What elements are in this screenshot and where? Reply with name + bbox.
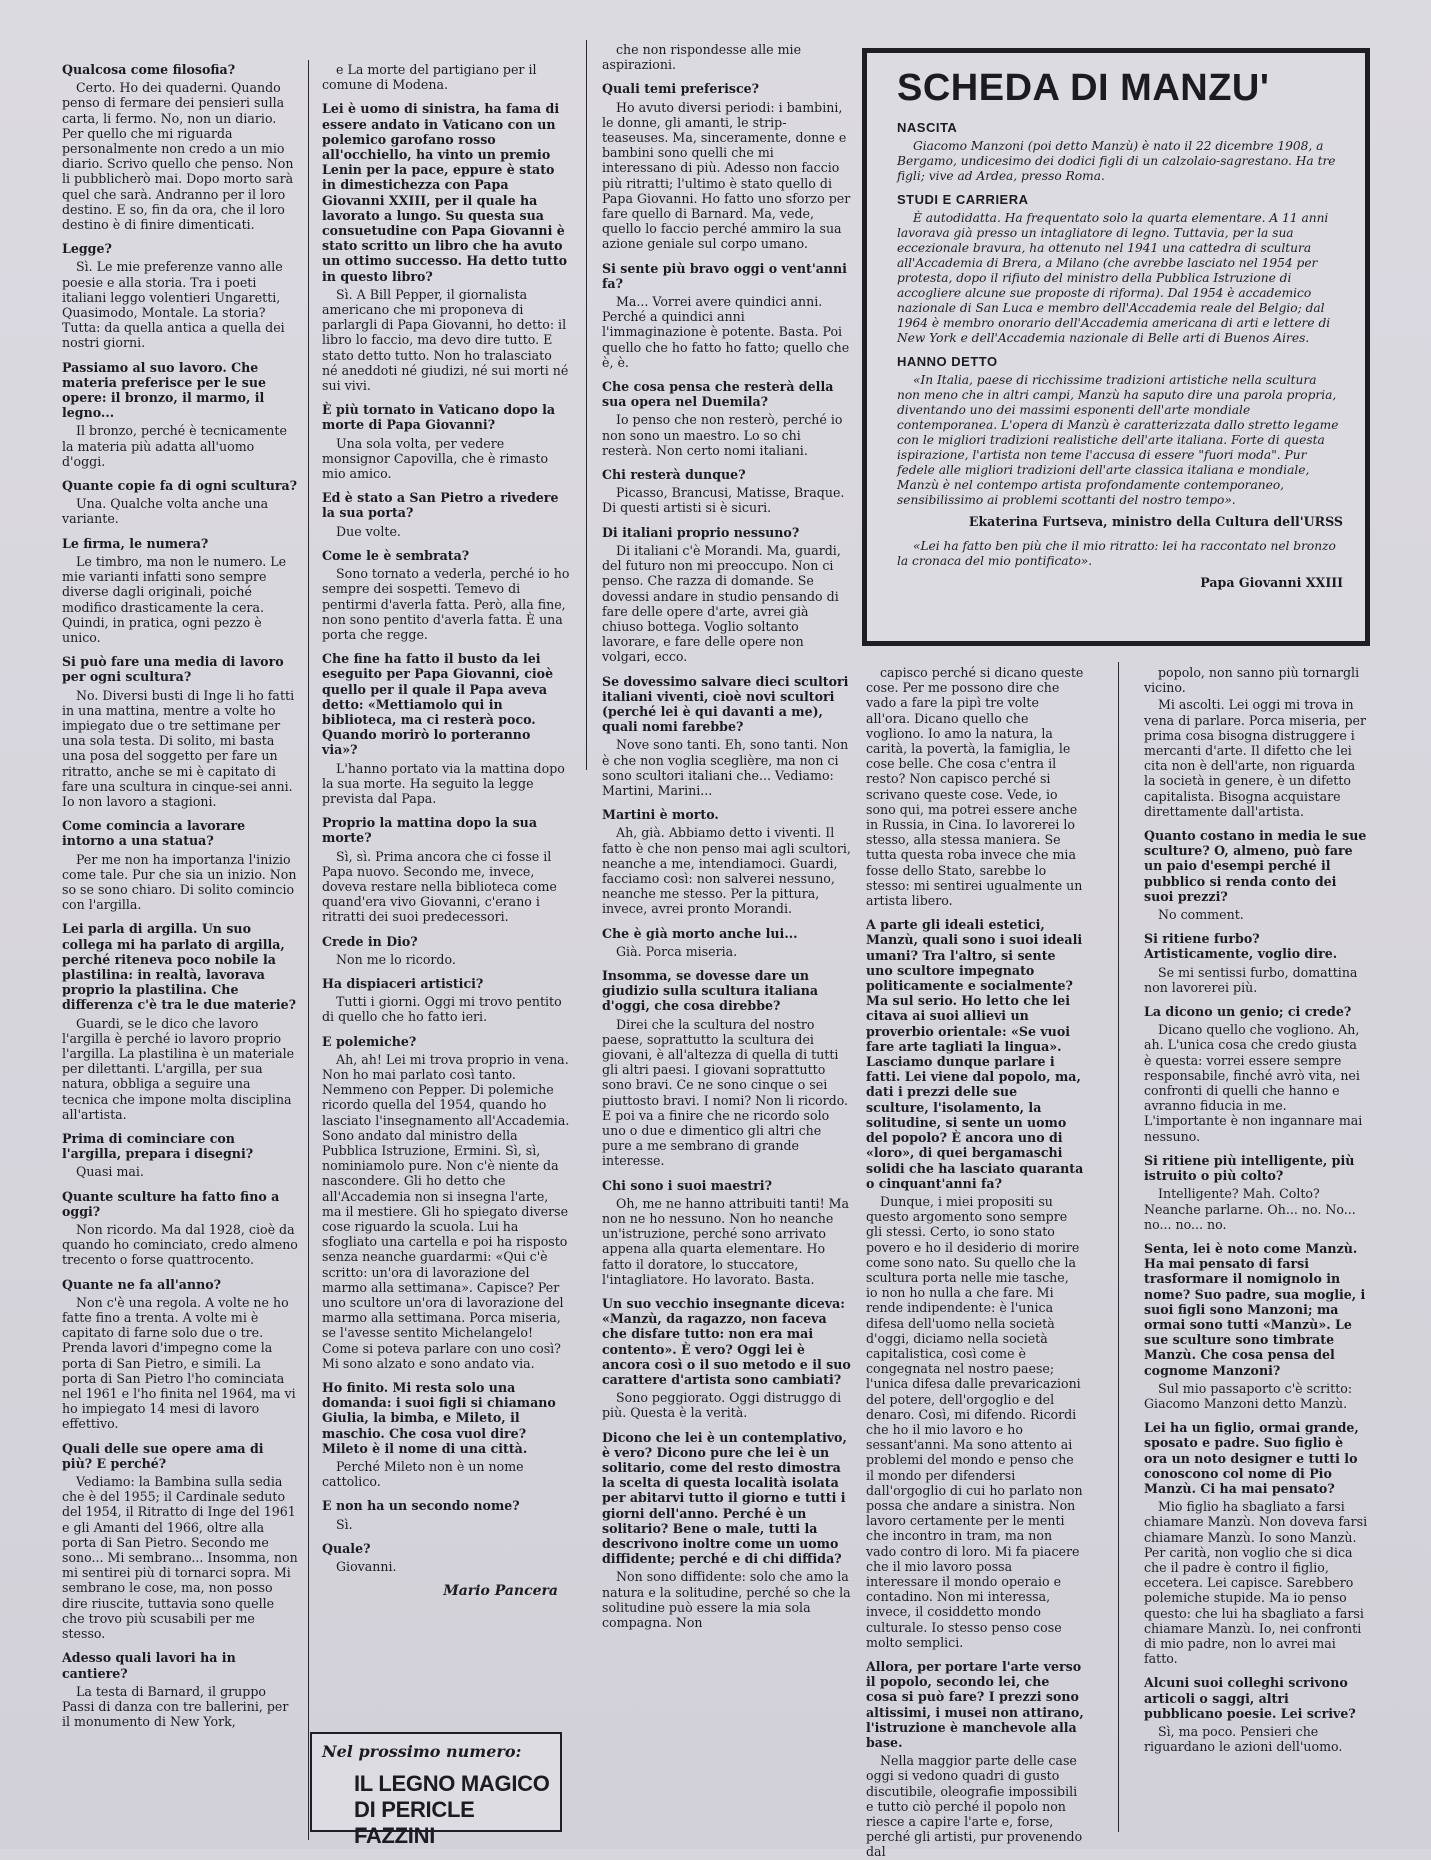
interview-answer: Sì. Le mie preferenze vanno alle poesie e alla storia. Tra i poeti italiani leggo volentieri Ungaretti, Quasimodo, Montale. La storia? Tutta: da quella antica a quella dei nostri giorni. — [62, 259, 285, 351]
interview-answer: Nella maggior parte delle case oggi si vedono quadri di gusto discutibile, oleografie impossibili e tutto ciò perché il popolo non riesce a capire l'arte e, forse, perché gli artisti, pur provenendo dal — [866, 1753, 1083, 1860]
interview-answer: No. Diversi busti di Inge li ho fatti in una mattina, mentre a volte ho impiegato due o tre settimane per una sola testa. Di solito, mi basta una posa del soggetto per fare un ritratto, anche se mi è capitato di fare una scultura in cinque-sei anni. Io non lavoro a stagioni. — [62, 687, 295, 809]
interview-question: Legge? — [62, 241, 112, 257]
interview-answer: Sul mio passaporto c'è scritto: Giacomo Manzoni detto Manzù. — [1144, 1380, 1353, 1411]
interview-answer: Giovanni. — [336, 1559, 397, 1575]
interview-question: Crede in Dio? — [322, 933, 418, 949]
interview-question: Un suo vecchio insegnante diceva: «Manzù, da ragazzo, non faceva che disfare tutto: non era mai contento». È vero? Oggi lei è ancora così o il suo metodo e il suo carattere d'artista sono cambiati? — [602, 1296, 851, 1388]
interview-question: Si ritiene più intelligente, più istruito o più colto? — [1144, 1152, 1355, 1184]
column-2-body — [322, 62, 570, 1574]
interview-question: Lei parla di argilla. Un suo collega mi ha parlato di argilla, perché riteneva poco nobile la plastilina: in realtà, lavorava proprio la plastilina. Che differenza c'è tra le due materie? — [62, 921, 297, 1013]
interview-question: Si ritiene furbo? Artisticamente, voglio dire. — [1144, 931, 1338, 962]
interview-question: Quali temi preferisce? — [602, 81, 760, 97]
interview-column-4 — [866, 665, 1084, 1860]
interview-answer: L'hanno portato via la mattina dopo la sua morte. Ha seguito la legge prevista dal Papa. — [322, 760, 565, 806]
interview-answer: Direi che la scultura del nostro paese, soprattutto la scultura dei giovani, è all'altezza di quella di tutti gli altri paesi. I giovani soprattutto sono bravi. Ce ne sono cinque o sei piuttosto bravi. I nomi? Non li ricordo. E poi va a finire che ne ricordo solo uno o due e dimentico gli altri che pure a me sembrano di grande interesse. — [602, 1016, 849, 1169]
quote-pope: «Lei ha fatto ben più che il mio ritratto: lei ha raccontato nel bronzo la cronaca del mio pontificato». — [897, 539, 1336, 568]
interview-question: Lei è uomo di sinistra, ha fama di essere andato in Vaticano con un polemico garofano rosso all'occhiello, ha vinto un premio Lenin per la pace, eppure è stato in dimestichezza con Papa Giovanni XXIII, per il quale ha lavorato a lungo. Su questa sua consuetudine con Papa Giovanni è stato scritto un libro che ha avuto un ottimo successo. Ha detto tutto in questo libro? — [322, 101, 568, 284]
next-issue-title-line-2: DI PERICLE FAZZINI — [354, 1797, 475, 1848]
quote-furtseva-attribution: Ekaterina Furtseva, ministro della Cultura dell'URSS — [968, 514, 1343, 529]
interview-question: Chi sono i suoi maestri? — [602, 1177, 772, 1193]
interview-question: Martini è morto. — [602, 807, 719, 823]
interview-answer: Sì. — [336, 1516, 353, 1532]
interview-question: È più tornato in Vaticano dopo la morte di Papa Giovanni? — [322, 402, 556, 433]
interview-answer: Se mi sentissi furbo, domattina non lavorerei più. — [1144, 964, 1358, 995]
interview-question: Lei ha un figlio, ormai grande, sposato e padre. Suo figlio è ora un noto designer e tutti lo conoscono col nome di Pio Manzù. Ci ha mai pensato? — [1144, 1420, 1359, 1496]
interview-column-1 — [62, 62, 298, 1842]
interview-question: Adesso quali lavori ha in cantiere? — [62, 1650, 236, 1681]
interview-answer: Vediamo: la Bambina sulla sedia che è del 1955; il Cardinale seduto del 1954, il Ritratto di Inge del 1961 e gli Amanti del 1966, oltre alla porta di San Pietro. Secondo me sono... Mi sembrano... Insomma, non mi sentirei più di tornarci sopra. Mi sembrano le cose, ma, non posso dire riuscite, tuttavia sono quelle che trovo più scusabili per me stesso. — [62, 1474, 298, 1642]
interview-answer: Il bronzo, perché è tecnicamente la materia più adatta all'uomo d'oggi. — [62, 423, 287, 469]
quote-furtseva: «In Italia, paese di ricchissime tradizioni artistiche nella scultura non meno che in altri campi, Manzù ha saputo dire una parola propria, diventando uno dei massimi esponenti dell'arte mondiale contemporanea. L'opera di Manzù è caratterizzata dallo stretto legame con le migliori tradizioni realistiche dell'arte italiana. Forte di questa ispirazione, l'artista non teme l'accusa di essere "fuori moda". Pur fedele alle migliori tradizioni dell'arte classica italiana e mondiale, Manzù è nel contempo artista profondamente contemporaneo, sensibilissimo ai problemi scottanti del nostro tempo». — [897, 373, 1339, 507]
interview-question: La dicono un genio; ci crede? — [1144, 1004, 1352, 1020]
interview-question: Le firma, le numera? — [62, 535, 209, 551]
interview-answer: capisco perché si dicano queste cose. Per me possono dire che vado a fare la pipì tre volte all'ora. Dicano quello che vogliono. Io amo la natura, la carità, la povertà, la famiglia, le cose belle. Che cosa c'entra il resto? Non capisco perché si scrivano queste cose. Vede, io sono qui, ma potrei essere anche in Russia, in Cina. Io lavorerei lo stesso, alla stessa maniera. Se tutta questa roba invece che mia fosse dello Stato, sarebbe lo stesso: mi sentirei ugualmente un artista libero. — [866, 665, 1084, 909]
interview-question: Come comincia a lavorare intorno a una statua? — [62, 818, 246, 849]
interview-question: Come le è sembrata? — [322, 547, 470, 563]
interview-answer: Ah, già. Abbiamo detto i viventi. Il fatto è che non penso mai agli scultori, neanche a me, intendiamoci. Guardi, facciamo così: non salverei nessuno, neanche me stesso. Per la pittura, invece, avrei pronto Morandi. — [602, 825, 851, 917]
interview-question: Di italiani proprio nessuno? — [602, 524, 800, 540]
interview-question: Insomma, se dovesse dare un giudizio sulla scultura italiana d'oggi, che cosa direbbe? — [602, 967, 819, 1014]
interview-question: A parte gli ideali estetici, Manzù, quali sono i suoi ideali umani? Tra l'altro, si sente uno scultore impegnato politicamente e socialmente? Ma sul serio. Ho letto che lei citava ai suoi allievi un proverbio orientale: «Se vuoi fare arte tagliati la lingua». Lasciamo dunque parlare i fatti. Lei viene dal popolo, ma, dati i prezzi delle sue sculture, l'isolamento, la solitudine, si sente un uomo del popolo? È ancora uno di «loro», di quei bergamaschi solidi che ha lasciato quaranta o cinquant'anni fa? — [866, 917, 1084, 1191]
interview-question: Che fine ha fatto il busto da lei eseguito per Papa Giovanni, cioè quello per il quale il Papa aveva detto: «Mettiamolo qui in biblioteca, ma ci resterà poco. Quando morirò lo porteranno via»? — [322, 651, 554, 758]
interview-question: Ha dispiaceri artistici? — [322, 975, 484, 991]
interview-question: Quanto costano in media le sue sculture? O, almeno, può fare un paio d'esempi perché il pubblico si renda conto dei suoi prezzi? — [1144, 828, 1367, 904]
interview-answer: Dunque, i miei propositi su questo argomento sono sempre gli stessi. Certo, io sono stato povero e ho il desiderio di morire come sono nato. Su quello che la scultura porta nelle mie tasche, io non ho nulla a che fare. Mi rende indipendente: è l'unica difesa dell'uomo nella società d'oggi, diciamo nella società capitalistica, così come è congegnata nel nostro paese; l'unica difesa dalle prevaricazioni del potere, dell'orgoglio e del denaro. Così, mi difendo. Ricordi che ho il mio lavoro e ho sessant'anni. Ma sono attento ai problemi del mondo e penso che il mondo per difendersi dall'orgoglio di cui ho parlato non possa che andare a sinistra. Non lavoro certamente per le menti che incontro in tram, ma non vado contro di loro. Mi fa piacere che il mio lavoro possa interessare il mondo operaio e contadino. Non mi interessa, invece, il cosiddetto mondo culturale. Io stesso penso cose molto semplici. — [866, 1193, 1083, 1650]
column-divider — [586, 40, 587, 770]
interview-question: Senta, lei è noto come Manzù. Ha mai pensato di farsi trasformare il nomignolo in nome? Suo padre, sua moglie, i suoi figli sono Manzoni; ma ormai sono tutti «Manzù». Le sue sculture sono timbrate Manzù. Che cosa pensa del cognome Manzoni? — [1144, 1240, 1366, 1378]
interview-answer: Oh, me ne hanno attribuiti tanti! Ma non ne ho nessuno. Non ho neanche un'istruzione, perché sono arrivato appena alla quarta elementare. Ho fatto il doratore, lo stuccatore, l'intagliatore. Ho lavorato. Basta. — [602, 1195, 850, 1287]
interview-answer: Una sola volta, per vedere monsignor Capovilla, che è rimasto mio amico. — [322, 435, 549, 482]
interview-answer: Tutti i giorni. Oggi mi trovo pentito di quello che ho fatto ieri. — [322, 994, 562, 1025]
quote-pope-attribution: Papa Giovanni XXIII — [1200, 575, 1343, 590]
interview-answer: Dicano quello che vogliono. Ah, ah. L'unica cosa che credo giusta è questa: vorrei essere sempre responsabile, finché avrò vita, nei confronti di quelli che hanno e avranno fiducia in me. L'importante è non ingannare mai nessuno. — [1144, 1022, 1363, 1144]
interview-answer: Sì. A Bill Pepper, il giornalista americano che mi proponeva di parlargli di Papa Giovanni, ho detto: il libro lo faccio, ma devo dire tutto. E stato detto tutto. Non ho tralasciato né aneddoti né giudizi, né sui morti né sui vivi. — [322, 286, 569, 394]
interview-answer: Nove sono tanti. Eh, sono tanti. Non è che non voglia sceglière, ma non ci sono scultori italiani che... Vediamo: Martini, Marini... — [602, 737, 849, 798]
column-divider — [308, 60, 309, 1840]
interview-question: E non ha un secondo nome? — [322, 1498, 520, 1514]
profile-box — [862, 48, 1370, 646]
interview-question: Passiamo al suo lavoro. Che materia preferisce per le sue opere: il bronzo, il marmo, il legno... — [62, 359, 267, 421]
interview-answer: Io penso che non resterò, perché io non sono un maestro. Lo so chi resterà. Non certo nomi italiani. — [602, 412, 843, 458]
interview-answer: Ah, ah! Lei mi trova proprio in vena. Non ho mai parlato così tanto. Nemmeno con Pepper. Di polemiche ricordo quella del 1954, quando ho lasciato l'insegnamento all'Accademia. Sono andato dal ministro della Pubblica Istruzione, Ermini. Sì, sì, nominiamolo pure. Non c'è niente da nascondere. Gli ho detto che all'Accademia non si insegna l'arte, ma il mestiere. Gli ho spiegato diverse cose riguardo la scuola. Lui ha sfogliato una cartella e poi ha risposto senza neanche guardarmi: «Qui c'è scritto: un'ora di lavorazione del marmo alla settimana». Capisce? Per uno scultore un'ora di lavorazione del marmo alla settimana. Porca miseria, se l'avesse sentito Michelangelo! Come si poteva parlare con uno così? Mi sono alzato e sono andato via. — [322, 1051, 570, 1371]
interview-answer: Per me non ha importanza l'inizio come tale. Pur che sia un inizio. Non so se sono chiaro. Di solito comincio con l'argilla. — [62, 851, 297, 913]
interview-answer: Non me lo ricordo. — [336, 951, 456, 967]
birth-text: Giacomo Manzoni (poi detto Manzù) è nato il 22 dicembre 1908, a Bergamo, undicesimo dei dodici figli di un calzolaio-sagrestano. Ha tre figli; vive ad Ardea, presso Roma. — [897, 139, 1336, 183]
interview-answer: No comment. — [1158, 907, 1244, 923]
interview-question: Che cosa pensa che resterà della sua opera nel Duemila? — [602, 379, 834, 410]
interview-question: Se dovessimo salvare dieci scultori italiani viventi, cioè novi scultori (perché lei è qui davanti a me), quali nomi farebbe? — [602, 673, 849, 735]
interview-answer: e La morte del partigiano per il comune di Modena. — [322, 62, 537, 93]
interview-answer: Ho avuto diversi periodi: i bambini, le donne, gli amanti, le strip-teaseuses. Ma, sinceramente, donne e bambini sono quelli che mi interessano di più. Adesso non faccio più ritratti; l'ultimo è stato quello di Papa Giovanni. Ho fatto uno sforzo per fare quello di Barnard. Ma, vede, quello lo faccio perché ammiro la sua azione geniale sul corpo umano. — [602, 99, 851, 252]
interview-column-2 — [322, 62, 570, 1622]
interview-answer: Quasi mai. — [76, 1164, 144, 1180]
interview-answer: Picasso, Brancusi, Matisse, Braque. Di questi artisti si è sicuri. — [602, 485, 845, 516]
interview-answer: Sono peggiorato. Oggi distruggo di più. Questa è la verità. — [602, 1390, 842, 1421]
interview-column-5 — [1144, 665, 1368, 1825]
interview-answer: Certo. Ho dei quaderni. Quando penso di fermare dei pensieri sulla carta, li fermo. No, non un diario. Per quello che mi riguarda personalmente non credo a un mio diario. Scrivo quello che penso. Non li pubblicherò mai. Dopo morto sarà quel che sarà. Andranno per il loro destino. E so, fin da ora, che il loro destino è di finire dimenticati. — [62, 80, 294, 233]
interview-question: Ho finito. Mi resta solo una domanda: i suoi figli si chiamano Giulia, la bimba, e Mileto, il maschio. Che cosa vuol dire? Mileto è il nome di una città. — [322, 1380, 556, 1456]
interview-answer: Ma... Vorrei avere quindici anni. Perché a quindici anni l'immaginazione è potente. Basta. Poi quello che ho fatto ho fatto; quello che è, è. — [602, 294, 850, 370]
interview-answer: La testa di Barnard, il gruppo Passi di danza con tre ballerini, per il monumento di New York, — [62, 1683, 289, 1730]
interview-answer: Non c'è una regola. A volte ne ho fatte fino a trenta. A volte mi è capitato di farne solo due o tre. Prenda lavori d'impegno come la porta di San Pietro, e simili. La porta di San Pietro l'ho cominciata nel 1961 e l'ho finita nel 1964, ma vi ho impiegato 14 mesi di lavoro effettivo. — [62, 1294, 296, 1432]
next-issue-label: Nel prossimo numero: — [322, 1742, 522, 1761]
interview-answer: Le timbro, ma non le numero. Le mie varianti infatti sono sempre diverse dagli originali, poiché modifico drasticamente la cera. Quindi, in pratica, ogni pezzo è unico. — [62, 553, 287, 645]
interview-question: Quale? — [322, 1540, 371, 1556]
interview-answer: Sì, ma poco. Pensieri che riguardano le azioni dell'uomo. — [1144, 1724, 1343, 1755]
next-issue-box — [310, 1732, 562, 1848]
interview-answer: popolo, non sanno più tornargli vicino. — [1144, 665, 1360, 696]
interview-answer: che non rispondesse alle mie aspirazioni. — [602, 42, 802, 73]
interview-question: Alcuni suoi colleghi scrivono articoli o saggi, altri pubblicano poesie. Lei scrive? — [1144, 1675, 1356, 1721]
interview-question: Chi resterà dunque? — [602, 467, 746, 483]
interview-question: Allora, per portare l'arte verso il popolo, secondo lei, che cosa si può fare? I prezzi sono altissimi, i musei non attirano, l'istruzione è manchevole alla base. — [866, 1659, 1084, 1751]
interview-answer: Mi ascolti. Lei oggi mi trova in vena di parlare. Porca miseria, per prima cosa bisogna distruggere i mercanti d'arte. Il difetto che lei cita non è dell'arte, non riguarda la società in genere, è un difetto capitalista. Bisogna acquistare direttamente dall'artista. — [1144, 697, 1367, 819]
interview-question: Si può fare una media di lavoro per ogni scultura? — [62, 654, 284, 685]
interview-question: Quante ne fa all'anno? — [62, 1276, 222, 1292]
interview-answer: Mio figlio ha sbagliato a farsi chiamare Manzù. Non doveva farsi chiamare Manzù. Io sono Manzù. Per carità, non voglio che si dica che il padre è contro il figlio, eccetera. Lei capisce. Sarebbero polemiche stupide. Ma io penso questo: che lui ha sbagliato a farsi chiamare Manzù. Io, nei confronti di mio padre, non lo avrei mai fatto. — [1144, 1499, 1368, 1667]
interview-question: Dicono che lei è un contemplativo, è vero? Dicono pure che lei è un solitario, come del resto dimostra la scelta di questa località isolata per abitarvi tutto il giorno e tutti i giorni dell'anno. Perché è un solitario? Bene o male, tutti la descrivono inoltre come un uomo diffidente; perché e di chi diffida? — [602, 1429, 847, 1567]
interview-question: Prima di cominciare con l'argilla, prepara i disegni? — [62, 1131, 254, 1162]
next-issue-title-line-1: IL LEGNO MAGICO — [354, 1771, 550, 1796]
interview-question: Si sente più bravo oggi o vent'anni fa? — [602, 260, 847, 291]
interview-answer: Sono tornato a vederla, perché io ho sempre dei sospetti. Temevo di pentirmi d'averla fatta. Però, alla fine, non sono pentito d'averla fatta. È una porta che regge. — [322, 566, 570, 642]
interview-question: E polemiche? — [322, 1033, 417, 1049]
interview-answer: Di italiani c'è Morandi. Ma, guardi, del futuro non mi preoccupo. Non ci penso. Che razza di domande. Se dovessi andare in studio pensando di fare delle opere d'arte, avrei già chiuso bottega. Voglio soltanto lavorare, e fare delle opere non volgari, ecco. — [602, 542, 841, 665]
interview-question: Proprio la mattina dopo la sua morte? — [322, 815, 537, 846]
interview-question: Che è già morto anche lui... — [602, 925, 798, 941]
interview-answer: Una. Qualche volta anche una variante. — [62, 496, 269, 527]
interview-question: Ed è stato a San Pietro a rivedere la sua porta? — [322, 490, 559, 521]
interview-question: Quante copie fa di ogni scultura? — [62, 478, 298, 494]
interview-question: Quali delle sue opere ama di più? E perché? — [62, 1440, 264, 1471]
interview-question: Quante sculture ha fatto fino a oggi? — [62, 1188, 280, 1219]
profile-title: SCHEDA DI MANZU' — [897, 67, 1270, 109]
interview-answer: Guardi, se le dico che lavoro l'argilla è perché io lavoro proprio l'argilla. La plastilina è un materiale per dilettanti. L'argilla, per sua natura, obbliga a seguire una tecnica che impone molta disciplina all'artista. — [62, 1015, 295, 1122]
studies-heading: STUDI E CARRIERA — [897, 192, 1029, 207]
interview-answer: Sì, sì. Prima ancora che ci fosse il Papa nuovo. Secondo me, invece, doveva restare nella biblioteca come quand'era vivo Giovanni, c'erano i ritratti dei suoi predecessori. — [322, 848, 557, 925]
interview-answer: Intelligente? Mah. Colto? Neanche parlarne. Oh... no. No... no... no... no. — [1144, 1186, 1356, 1232]
quotes-heading: HANNO DETTO — [897, 354, 998, 369]
interview-question: Qualcosa come filosofia? — [62, 62, 236, 77]
interview-answer: Perché Mileto non è un nome cattolico. — [322, 1459, 524, 1490]
interview-column-3 — [602, 42, 852, 1822]
column-divider — [1118, 662, 1119, 1832]
author-signature: Mario Pancera — [443, 1583, 558, 1600]
birth-heading: NASCITA — [897, 120, 958, 135]
interview-answer: Due volte. — [336, 523, 401, 539]
interview-answer: Non sono diffidente: solo che amo la natura e la solitudine, perché so che la solitudine può essere la mia sola compagna. Non — [602, 1569, 851, 1631]
interview-answer: Non ricordo. Ma dal 1928, cioè da quando ho cominciato, credo almeno trecento o forse quattrocento. — [62, 1222, 298, 1268]
interview-answer: Già. Porca miseria. — [616, 943, 738, 959]
studies-text: È autodidatta. Ha frequentato solo la quarta elementare. A 11 anni lavorava già presso un intagliatore di legno. Tuttavia, per la sua eccezionale bravura, ha ottenuto nel 1941 una cattedra di scultura all'Accademia di Brera, a Milano (che avrebbe lasciato nel 1954 per protesta, dopo il rifiuto del ministro della Pubblica Istruzione di accogliere alcune sue proposte di riforma). Dal 1954 è accademico nazionale di San Luca e membro dell'Accademia reale del Belgio; dal 1964 è membro onorario dell'Accademia americana di arti e lettere di New York e dell'Accademia nazionale di Belle arti di Buenos Aires. — [897, 211, 1331, 345]
